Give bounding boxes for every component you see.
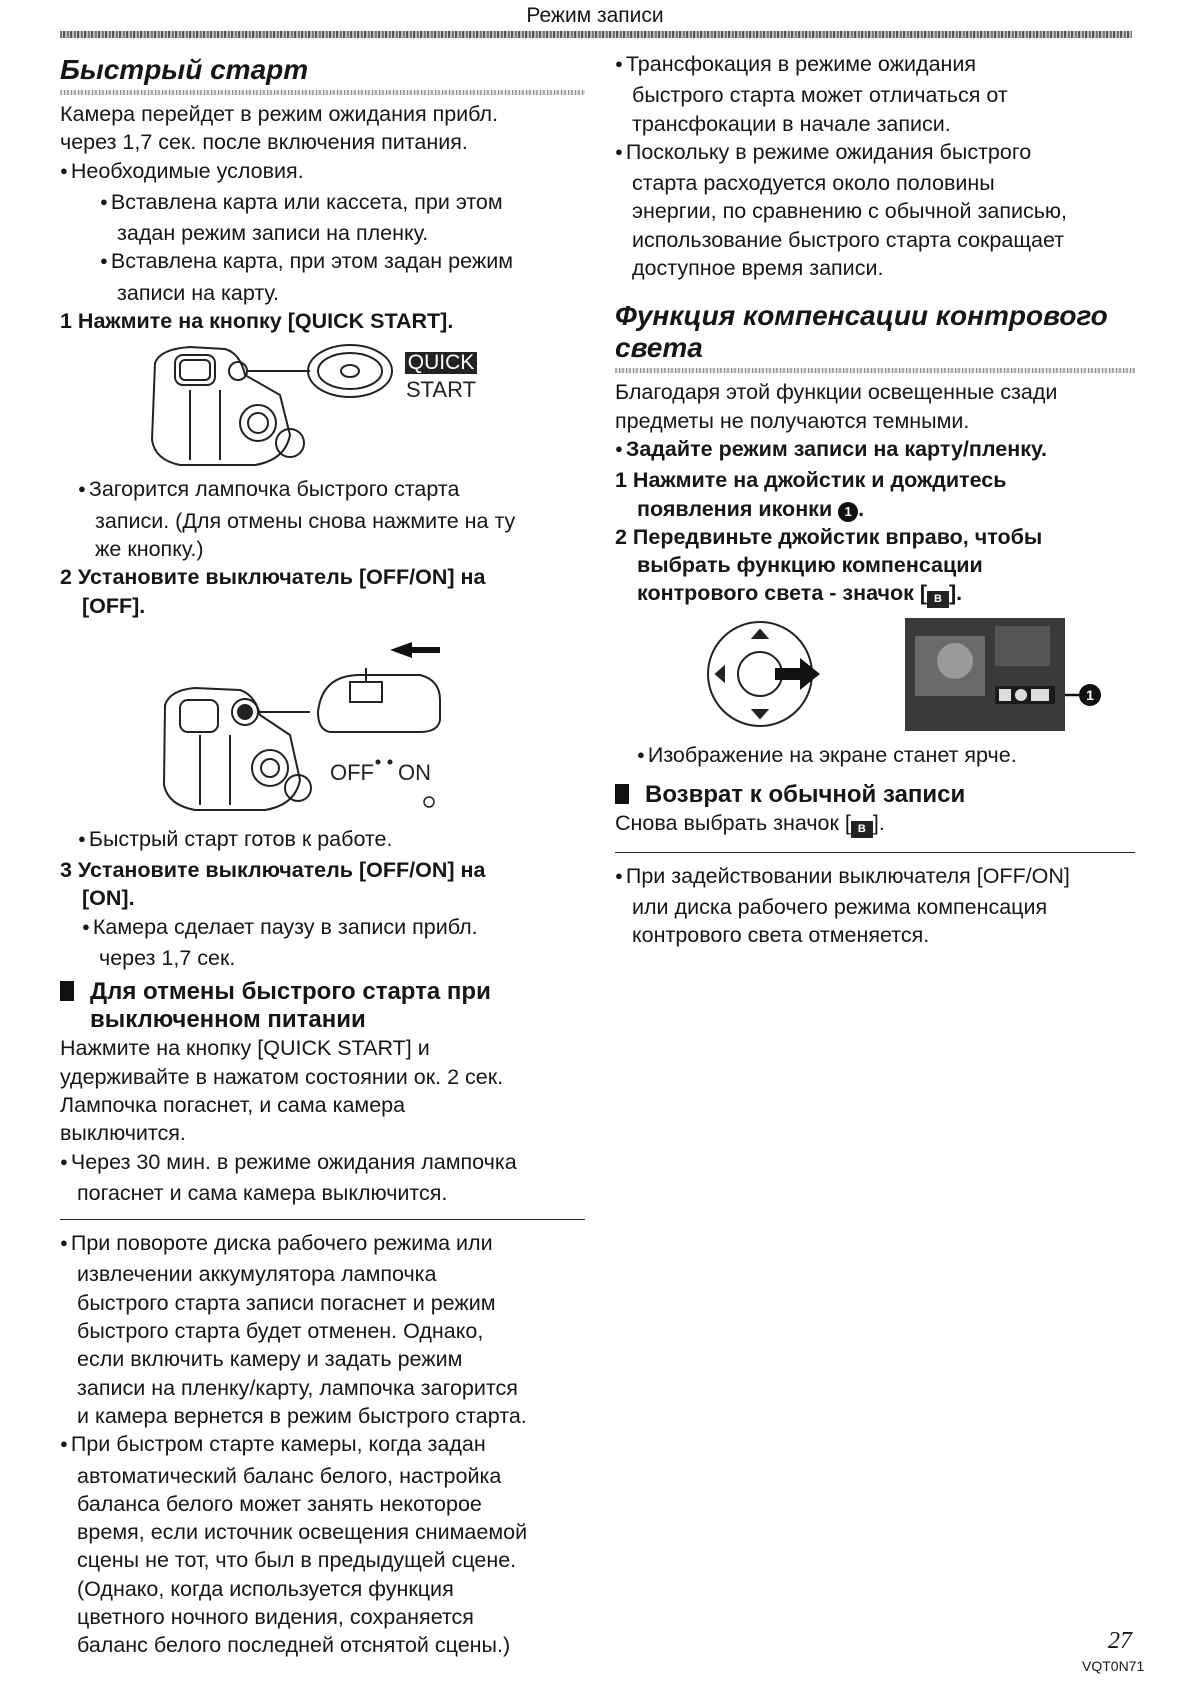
return-normal-text: Снова выбрать значок [ B ]. (615, 809, 1135, 838)
camcorder-quick-start-illustration (60, 335, 585, 475)
callout-1-icon: 1 (838, 502, 858, 522)
quick-label: QUICK (407, 351, 475, 375)
page-header (0, 4, 1190, 28)
step-1: 1 Нажмите на кнопку [QUICK START]. (60, 309, 454, 334)
note-energy: ● Поскольку в режиме ожидания быстрого старта расходуется около половины энергии, по сравнению с обычной записью, использование быстрого старта сокращает доступное время записи. (615, 138, 1135, 282)
divider (615, 852, 1135, 853)
backlight-icon: B (927, 591, 949, 608)
condition-item: ● Вставлена карта или кассета, при этом задан режим записи на пленку. (100, 188, 585, 248)
step-1-joystick: 1 Нажмите на джойстик и дождитесь появления иконки 1 . (615, 468, 1007, 521)
on-label: ON (398, 759, 431, 785)
condition-item: ● Вставлена карта, при этом задан режим записи на карту. (100, 247, 585, 307)
header-divider (60, 31, 1132, 38)
intro-line: через 1,7 сек. после включения питания. (60, 130, 468, 155)
note-zoom: ● Трансфокация в режиме ожидания быстрого старта может отличаться от трансфокации в начале записи. (615, 50, 1135, 138)
screen-callout-1: 1 (1086, 687, 1094, 704)
camcorder-switch-illustration (60, 620, 585, 825)
title-rule (60, 90, 585, 95)
quick-start-figure (60, 335, 585, 475)
step-2-joystick: 2 Передвиньте джойстик вправо, чтобы выбрать функцию компенсации контрового света - значок [ B ]. (615, 523, 1135, 609)
note-lamp: ● Загорится лампочка быстрого старта записи. (Для отмены снова нажмите на ту же кнопку.) (78, 475, 585, 563)
quick-start-title: Быстрый старт (60, 54, 309, 85)
step-3: 3 Установите выключатель [OFF/ON] на [ON]. (60, 858, 486, 911)
start-label: START (405, 377, 477, 403)
off-label: OFF (330, 759, 374, 785)
section-title: Режим записи (526, 4, 664, 27)
title-rule (615, 368, 1135, 373)
left-column (60, 50, 585, 1660)
document-code: VQT0N71 (1082, 1658, 1145, 1674)
right-column (615, 50, 1135, 950)
divider (60, 1219, 585, 1220)
joystick-and-screen-illustration (615, 616, 1135, 741)
backlight-title: Функция компенсации контрового света (615, 300, 1108, 364)
step-2: 2 Установите выключатель [OFF/ON] на [OFF]. (60, 565, 486, 618)
intro-line: Камера перейдет в режим ожидания прибл. (60, 102, 499, 126)
note-dial-rotation: ● При повороте диска рабочего режима или извлечении аккумулятора лампочка быстрого старта записи погаснет и режим быстрого старта будет отменен. Однако, если включить камеру и задать режим записи на пленку/карту, лампочка загорится и камера вернется в режим быстрого старта. (60, 1229, 585, 1430)
joystick-figure (615, 616, 1135, 741)
backlight-intro: Благодаря этой функции освещенные сзади предметы не получаются темными. (615, 380, 1058, 433)
return-normal-heading: Возврат к обычной записи (615, 781, 1135, 809)
note-ready: ● Быстрый старт готов к работе. (78, 825, 585, 856)
note-pause: ● Камера сделает паузу в записи прибл. через 1,7 сек. (82, 913, 585, 973)
note-white-balance: ● При быстром старте камеры, когда задан автоматический баланс белого, настройка баланса белого может занять некоторое время, если источник освещения снимаемой сцены не тот, что был в предыдущей сцене. (Однако, когда используется функция цветного ночного видения, сохраняется баланс белого последней отснятой сцены.) (60, 1430, 585, 1659)
note-switch-cancel: ● При задействовании выключателя [OFF/ON] или диска рабочего режима компенсация контрового света отменяется. (615, 862, 1135, 950)
page-number: 27 (1108, 1628, 1132, 1654)
conditions-bullet: ● Необходимые условия. (60, 157, 585, 188)
cancel-text: Нажмите на кнопку [QUICK START] и удерживайте в нажатом состоянии ок. 2 сек. Лампочка погаснет, и сама камера выключится. (60, 1036, 504, 1146)
backlight-icon: B (851, 821, 873, 838)
note-30min: ● Через 30 мин. в режиме ожидания лампочка погаснет и сама камера выключится. (60, 1148, 585, 1208)
set-mode-bullet: ● Задайте режим записи на карту/пленку. (615, 435, 1135, 466)
note-brighter: ● Изображение на экране станет ярче. (637, 741, 1135, 772)
cancel-quick-start-heading: Для отмены быстрого старта при выключенном питании (60, 978, 585, 1034)
off-on-figure (60, 620, 585, 825)
